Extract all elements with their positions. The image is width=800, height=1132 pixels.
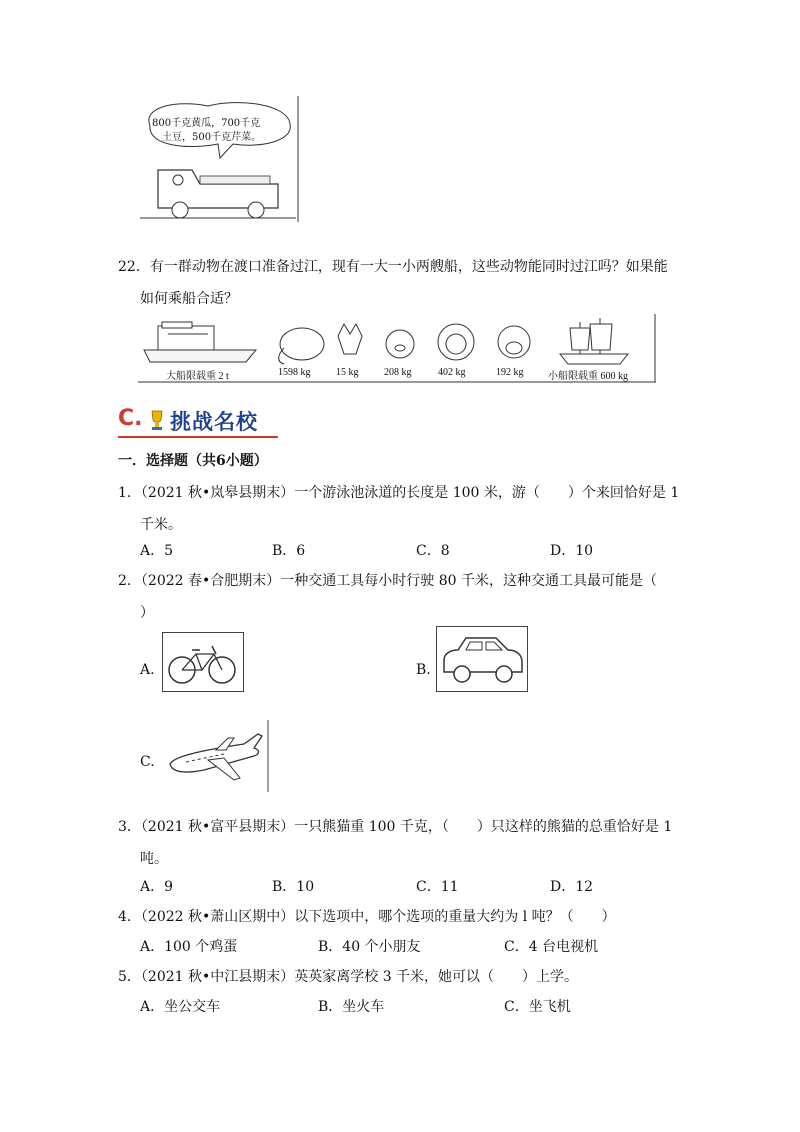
q1-option-d[interactable]: D．10: [550, 543, 594, 559]
q5-option-c[interactable]: C．坐飞机: [504, 999, 571, 1015]
q4-line1: 4．（2022 秋•萧山区期中）以下选项中，哪个选项的重量大约为 l 吨？（ ）: [118, 909, 616, 925]
q5-line1: 5．（2021 秋•中江县期末）英英家离学校 3 千米，她可以（ ）上学。: [118, 969, 579, 985]
q3-option-c[interactable]: C．11: [416, 879, 459, 895]
q1-option-c[interactable]: C．8: [416, 543, 450, 559]
q2-line2: ）: [140, 605, 154, 621]
q1-line1: 1．（2021 秋•岚皋县期末）一个游泳池泳道的长度是 100 米，游（ ）个来回恰好是 1: [118, 485, 680, 501]
truck-bubble-text-2: 土豆，500千克芹菜。: [162, 132, 262, 143]
q4-option-b[interactable]: B．40 个小朋友: [318, 939, 421, 955]
q3-option-b[interactable]: B．10: [272, 879, 315, 895]
elephant-weight: 1598 kg: [278, 367, 311, 378]
part-heading: 一．选择题（共6小题）: [118, 453, 268, 469]
q3-line1: 3．（2021 秋•富平县期末）一只熊猫重 100 千克，（ ）只这样的熊猫的总重恰好是 1: [118, 819, 673, 835]
section-title: 挑战名校: [170, 409, 258, 434]
q1-option-a[interactable]: A．5: [140, 543, 174, 559]
q2-option-c[interactable]: C.: [140, 754, 155, 770]
q1-option-b[interactable]: B．6: [272, 543, 306, 559]
small-boat-label: 小船限载重 600 kg: [548, 371, 628, 382]
monkey-weight: 192 kg: [496, 367, 524, 378]
section-header: [118, 406, 318, 438]
bicycle-image[interactable]: [162, 632, 244, 692]
airplane-image[interactable]: [164, 720, 270, 792]
q3-option-d[interactable]: D．12: [550, 879, 594, 895]
q2-option-b[interactable]: B.: [416, 662, 431, 678]
q2-line1: 2．（2022 春•合肥期末）一种交通工具每小时行驶 80 千米，这种交通工具最可能是（: [118, 573, 657, 589]
animals-strip: [138, 314, 656, 384]
trophy-icon: [148, 408, 166, 436]
car-image[interactable]: [436, 626, 528, 692]
q4-option-a[interactable]: A．100 个鸡蛋: [140, 939, 238, 955]
lion-weight: 402 kg: [438, 367, 466, 378]
q5-option-a[interactable]: A．坐公交车: [140, 999, 221, 1015]
q4-option-c[interactable]: C．4 台电视机: [504, 939, 599, 955]
q3-line2: 吨。: [140, 851, 168, 867]
q5-option-b[interactable]: B．坐火车: [318, 999, 385, 1015]
q22-line1: 22．有一群动物在渡口准备过江，现有一大一小两艘船，这些动物能同时过江吗？如果能: [118, 259, 668, 275]
truck-bubble-text-1: 800千克黄瓜，700千克: [152, 118, 261, 129]
q1-line2: 千米。: [140, 517, 182, 533]
fox-weight: 15 kg: [336, 367, 359, 378]
q2-option-a[interactable]: A.: [140, 662, 155, 678]
q3-option-a[interactable]: A．9: [140, 879, 174, 895]
section-underline: [118, 436, 278, 438]
pig-weight: 208 kg: [384, 367, 412, 378]
q22-line2: 如何乘船合适？: [140, 291, 238, 307]
truck-illustration: [138, 96, 300, 222]
big-boat-label: 大船限载重 2 t: [166, 371, 229, 382]
section-letter: C.: [118, 406, 143, 431]
